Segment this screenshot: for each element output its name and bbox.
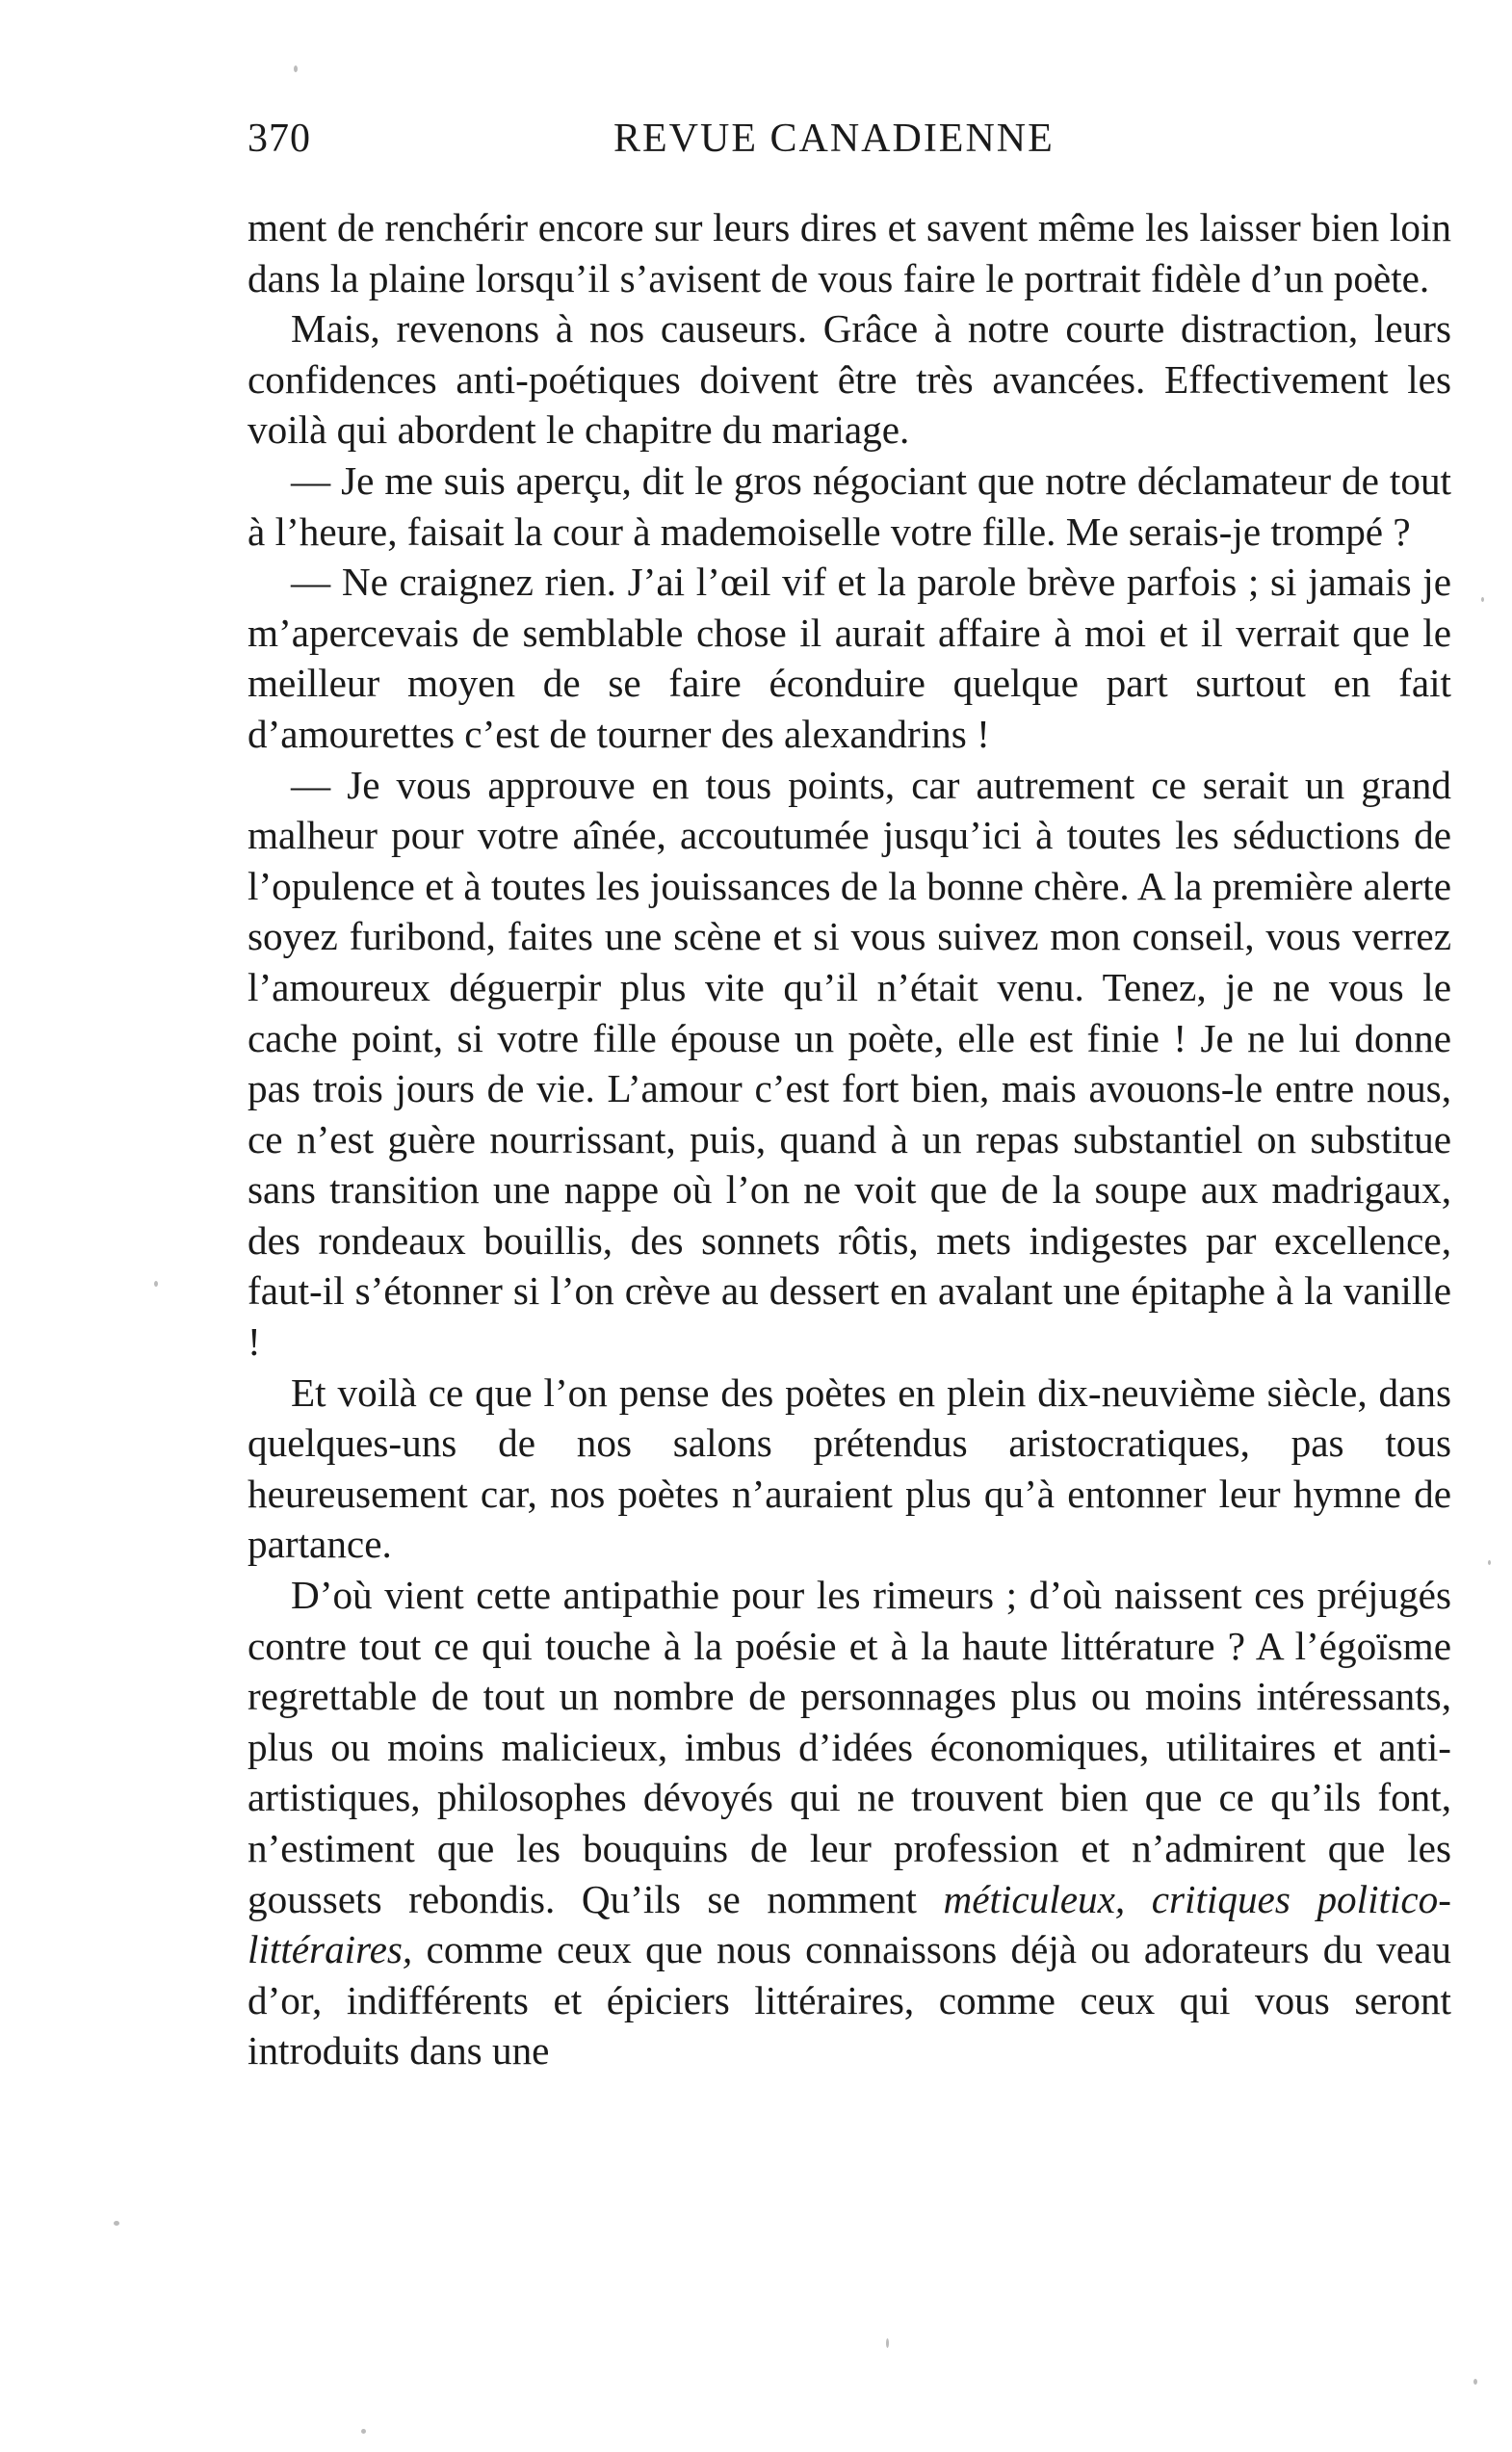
running-title: REVUE CANADIENNE: [613, 117, 1055, 161]
page-header: [248, 116, 1442, 173]
scan-speck: [1488, 1560, 1491, 1565]
paragraph: Et voilà ce que l’on pense des poètes en plein dix-neuvième siècle, dans quelques-uns de nos salons prétendus aristocratiques, pas tous heureusement car, nos poètes n’auraient plus qu’à entonner leur hymne de partance.: [248, 1369, 1451, 1567]
body-text: [248, 202, 1451, 2076]
paragraph: ment de renchérir encore sur leurs dires et savent même les laisser bien loin dans la plaine lorsqu’il s’avisent de vous faire le portrait fidèle d’un poète.: [248, 205, 1451, 300]
scan-speck: [361, 2429, 366, 2434]
scan-speck: [1481, 597, 1484, 602]
paragraph-text: comme ceux que nous connaissons déjà ou adorateurs du veau d’or, indifférents et épiciers littéraires, comme ceux qui vous seront introduits dans une: [248, 1927, 1451, 2074]
paragraph: Mais, revenons à nos causeurs. Grâce à notre courte distraction, leurs confidences anti-poétiques doivent être très avancées. Effectivement les voilà qui abordent le chapitre du mariage.: [248, 306, 1451, 453]
paragraph: — Ne craignez rien. J’ai l’œil vif et la parole brève parfois ; si jamais je m’apercevais de semblable chose il aurait affaire à moi et il verrait que le meilleur moyen de se faire éconduire quelque part surtout en fait d’amourettes c’est de tourner des alexandrins !: [248, 560, 1451, 756]
paragraph: [248, 1570, 1451, 2076]
paragraph: — Je vous approuve en tous points, car autrement ce serait un grand malheur pour votre aînée, accoutumée jusqu’ici à toutes les séductions de l’opulence et à toutes les jouissances de la bonne chère. A la première alerte soyez furibond, faites une scène et si vous suivez mon conseil, vous verrez l’amoureux déguerpir plus vite qu’il n’était venu. Tenez, je ne vous le cache point, si votre fille épouse un poète, elle est finie ! Je ne lui donne pas trois jours de vie. L’amour c’est fort bien, mais avouons-le entre nous, ce n’est guère nourrissant, puis, quand à un repas substantiel on substitue sans transition une nappe où l’on ne voit que de la soupe aux madrigaux, des rondeaux bouillis, des sonnets rôtis, mets indigestes par excellence, faut-il s’étonner si l’on crève au dessert en avalant une épitaphe à la vanille !: [248, 762, 1451, 1365]
scan-speck: [154, 1281, 158, 1287]
scan-speck: [886, 2338, 889, 2348]
scan-speck: [294, 65, 298, 72]
scan-speck: [114, 2221, 119, 2226]
page-number: 370: [248, 117, 311, 161]
italic-phrase: méticuleux, critiques politico-littéraires,: [248, 1876, 1451, 1972]
paragraph-text: D’où vient cette antipathie pour les rimeurs ; d’où naissent ces préjugés contre tout ce qui touche à la poésie et à la haute littérature ? A l’égoïsme regrettable de tout un nombre de personnages plus ou moins intéressants, plus ou moins malicieux, imbus d’idées économiques, utilitaires et anti-artistiques, philosophes dévoyés qui ne trouvent bien que ce qu’ils font, n’estiment que les bouquins de leur profession et n’admirent que les goussets rebondis. Qu’ils se nomment: [248, 1573, 1451, 1921]
paragraph: — Je me suis aperçu, dit le gros négociant que notre déclamateur de tout à l’heure, faisait la cour à mademoiselle votre fille. Me serais-je trompé ?: [248, 457, 1451, 554]
scan-speck: [1473, 2379, 1477, 2385]
